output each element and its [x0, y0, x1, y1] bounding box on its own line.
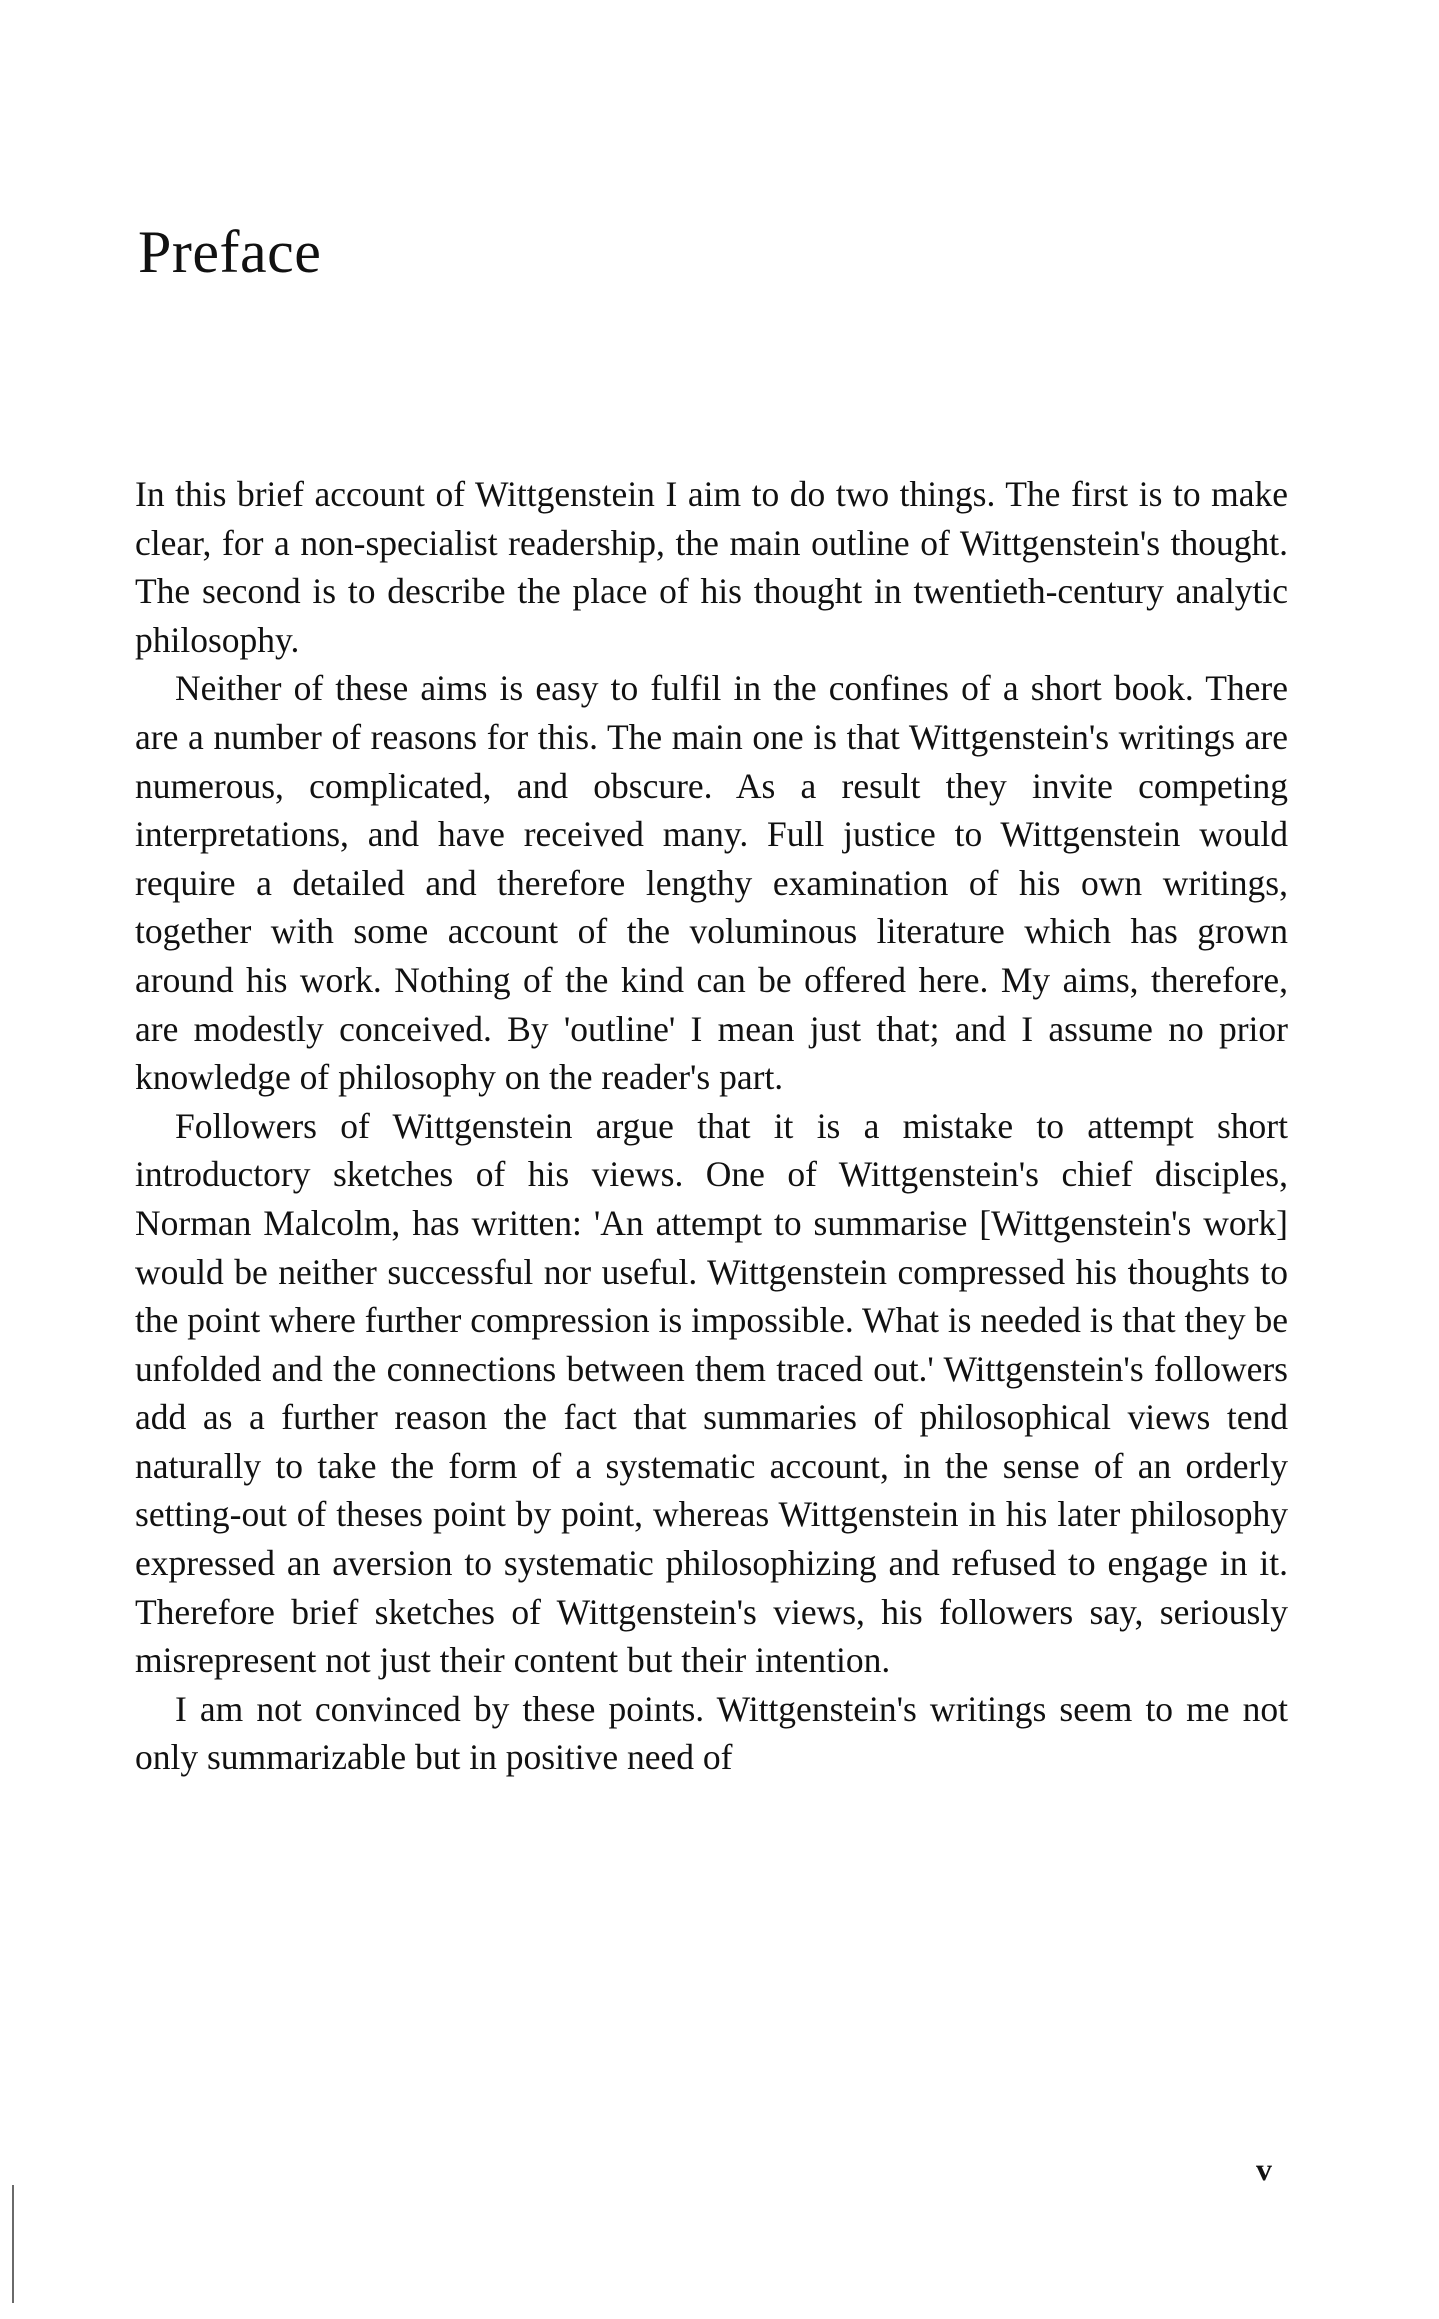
paragraph-1: In this brief account of Wittgenstein I aim to do two things. The first is to make clear, for a non-specialist readership, the main outline of Wittgenstein's thought. The second is to describe the place of his thought in twentieth-century analytic philosophy. [135, 474, 1288, 660]
paragraph-4: I am not convinced by these points. Wittgenstein's writings seem to me not only summarizable but in positive need of [135, 1688, 1288, 1778]
paragraph-3: Followers of Wittgenstein argue that it is a mistake to attempt short introductory sketches of his views. One of Wittgenstein's chief disciples, Norman Malcolm, has written: 'An attempt to summarise [Wittgenstein's work] would be neither successful nor useful. Wittgenstein compressed his thoughts to the point where further compression is impossible. What is needed is that they be unfolded and the connections between them traced out.' Wittgenstein's followers add as a further reason the fact that summaries of philosophical views tend naturally to take the form of a systematic account, in the sense of an orderly setting-out of theses point by point, whereas Wittgenstein in his later philosophy expressed an aversion to systematic philosophizing and refused to engage in it. Therefore brief sketches of Wittgenstein's views, his followers say, seriously misrepresent not just their content but their intention. [135, 1105, 1288, 1681]
page-number: v [1256, 2151, 1272, 2187]
page-title: Preface [138, 219, 322, 285]
preface-body [135, 470, 1288, 1782]
scan-margin-line [12, 2185, 14, 2303]
paragraph-2: Neither of these aims is easy to fulfil in the confines of a short book. There are a number of reasons for this. The main one is that Wittgenstein's writings are numerous, complicated, and obscure. As a result they invite competing interpretations, and have received many. Full justice to Wittgenstein would require a detailed and therefore lengthy examination of his own writings, together with some account of the voluminous literature which has grown around his work. Nothing of the kind can be offered here. My aims, therefore, are modestly conceived. By 'outline' I mean just that; and I assume no prior knowledge of philosophy on the reader's part. [135, 668, 1288, 1098]
